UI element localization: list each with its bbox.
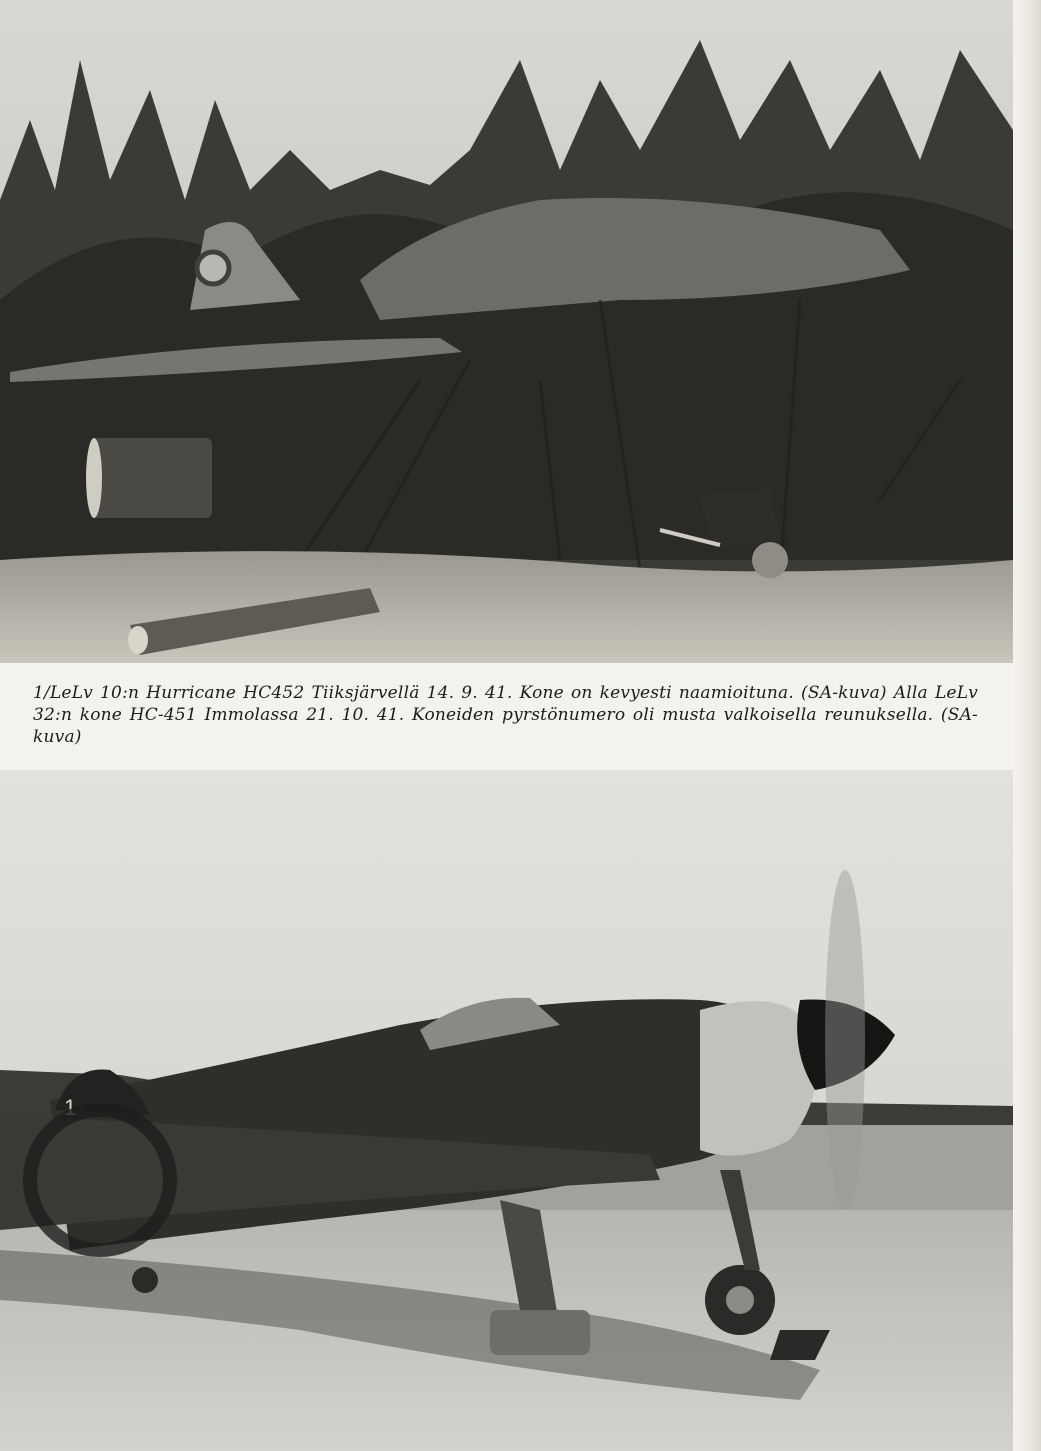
photo-caption: 1/LeLv 10:n Hurricane HC452 Tiiksjärvellä 14. 9. 41. Kone on kevyesti naamioituna. (SA-kuva) Alla LeLv 32:n kone HC-451 Immolassa 21. 10. 41. Koneiden pyrstönumero oli musta valkoisella reunuksella. (SA-kuva) [33,683,978,747]
photo-bottom-image [0,770,1013,1451]
page-binding-edge [1013,0,1041,1451]
photo-top-image [0,0,1013,663]
photo-camouflaged-hurricane [0,0,1013,663]
tail-number: 1 [64,1095,77,1120]
photo-hurricane-airfield [0,770,1013,1451]
